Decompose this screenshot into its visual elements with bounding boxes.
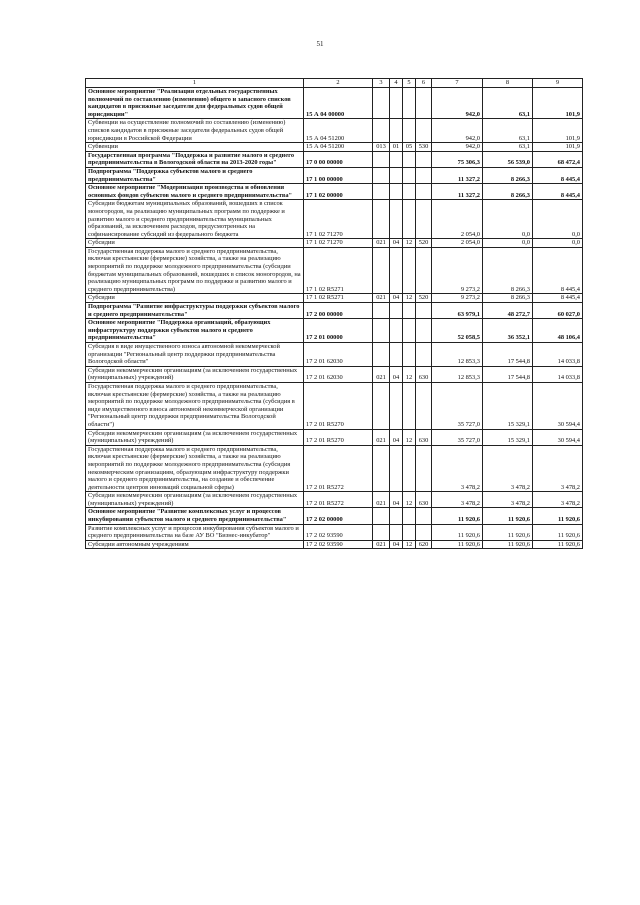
row-ministry-code-cell: 021 — [373, 239, 390, 248]
column-header: 1 — [86, 79, 304, 88]
row-ministry-code-cell — [373, 119, 390, 143]
row-value-cell: 11 920,6 — [432, 524, 483, 540]
row-code-cell: 17 2 01 R5272 — [304, 492, 373, 508]
row-section-cell — [390, 343, 403, 367]
row-value-cell: 8 445,4 — [533, 247, 583, 294]
row-value-cell: 11 920,6 — [533, 540, 583, 549]
row-name-cell: Подпрограмма "Поддержка субъектов малого и среднего предпринимательства" — [86, 167, 304, 183]
row-code-cell: 17 2 02 00000 — [304, 508, 373, 524]
row-section-cell — [390, 303, 403, 319]
row-section-cell: 04 — [390, 540, 403, 549]
row-value-cell: 48 272,7 — [483, 303, 533, 319]
row-section-cell — [390, 508, 403, 524]
row-value-cell: 63,1 — [483, 119, 533, 143]
row-section-cell — [390, 200, 403, 239]
table-row — [86, 200, 583, 239]
row-ministry-code-cell — [373, 247, 390, 294]
row-value-cell: 942,0 — [432, 88, 483, 119]
row-value-cell: 52 058,5 — [432, 319, 483, 343]
row-ministry-code-cell — [373, 303, 390, 319]
row-ministry-code-cell: 021 — [373, 429, 390, 445]
table-row — [86, 119, 583, 143]
table-row — [86, 319, 583, 343]
row-subsection-cell: 12 — [403, 294, 416, 303]
row-code-cell: 17 2 01 62030 — [304, 343, 373, 367]
row-value-cell: 17 544,8 — [483, 343, 533, 367]
row-ministry-code-cell — [373, 151, 390, 167]
row-value-cell: 56 539,0 — [483, 151, 533, 167]
row-expense-type-cell — [416, 382, 432, 429]
row-name-cell: Субсидии — [86, 239, 304, 248]
row-value-cell: 14 033,8 — [533, 343, 583, 367]
row-code-cell: 17 1 02 71270 — [304, 200, 373, 239]
row-value-cell: 15 329,1 — [483, 429, 533, 445]
row-value-cell: 3 478,2 — [432, 445, 483, 492]
row-code-cell: 17 2 00 00000 — [304, 303, 373, 319]
row-section-cell — [390, 151, 403, 167]
row-value-cell: 0,0 — [483, 239, 533, 248]
row-value-cell: 11 920,6 — [432, 508, 483, 524]
row-value-cell: 11 920,6 — [483, 508, 533, 524]
row-name-cell: Основное мероприятие "Реализация отдельных государственных полномочий по составлению (изменению) общего и запасного списков кандидатов в присяжные заседатели для федеральных судов общей юрисдикции" — [86, 88, 304, 119]
row-value-cell: 3 478,2 — [533, 445, 583, 492]
row-expense-type-cell — [416, 319, 432, 343]
row-expense-type-cell — [416, 151, 432, 167]
row-subsection-cell — [403, 151, 416, 167]
row-value-cell: 15 329,1 — [483, 382, 533, 429]
row-code-cell: 17 2 02 93590 — [304, 524, 373, 540]
row-code-cell: 17 1 02 71270 — [304, 239, 373, 248]
row-expense-type-cell: 630 — [416, 366, 432, 382]
row-code-cell: 17 1 00 00000 — [304, 167, 373, 183]
column-header: 3 — [373, 79, 390, 88]
row-expense-type-cell — [416, 167, 432, 183]
row-value-cell: 101,9 — [533, 143, 583, 152]
row-ministry-code-cell — [373, 319, 390, 343]
row-value-cell: 0,0 — [533, 200, 583, 239]
column-header: 7 — [432, 79, 483, 88]
row-expense-type-cell — [416, 184, 432, 200]
row-subsection-cell — [403, 343, 416, 367]
row-subsection-cell: 12 — [403, 492, 416, 508]
row-value-cell: 11 920,6 — [483, 540, 533, 549]
row-subsection-cell — [403, 167, 416, 183]
row-ministry-code-cell — [373, 200, 390, 239]
row-name-cell: Субсидии автономным учреждениям — [86, 540, 304, 549]
row-subsection-cell: 12 — [403, 239, 416, 248]
row-expense-type-cell — [416, 200, 432, 239]
row-value-cell: 8 266,3 — [483, 294, 533, 303]
row-code-cell: 17 2 01 R5270 — [304, 382, 373, 429]
row-ministry-code-cell: 021 — [373, 366, 390, 382]
row-value-cell: 30 594,4 — [533, 382, 583, 429]
row-value-cell: 3 478,2 — [483, 492, 533, 508]
column-header: 9 — [533, 79, 583, 88]
row-subsection-cell — [403, 508, 416, 524]
row-value-cell: 8 445,4 — [533, 167, 583, 183]
row-expense-type-cell: 630 — [416, 429, 432, 445]
row-expense-type-cell — [416, 119, 432, 143]
row-value-cell: 11 920,6 — [533, 508, 583, 524]
table-row — [86, 366, 583, 382]
row-ministry-code-cell — [373, 184, 390, 200]
row-value-cell: 35 727,0 — [432, 382, 483, 429]
row-ministry-code-cell — [373, 508, 390, 524]
row-ministry-code-cell: 021 — [373, 492, 390, 508]
row-value-cell: 35 727,0 — [432, 429, 483, 445]
table-row — [86, 167, 583, 183]
row-value-cell: 12 853,3 — [432, 366, 483, 382]
row-value-cell: 2 054,0 — [432, 200, 483, 239]
row-section-cell: 04 — [390, 294, 403, 303]
row-name-cell: Государственная поддержка малого и среднего предпринимательства, включая крестьянские (фермерские) хозяйства, а также на реализацию мероприятий по поддержке молодежного предпринимательства (субсидия некоммерческим организациям, образующим инфраструктуру поддержки малого и среднего предпринимательства, на создание и обеспечение деятельности центров инноваций социальной сферы) — [86, 445, 304, 492]
row-value-cell: 101,9 — [533, 88, 583, 119]
table-row — [86, 382, 583, 429]
table-row — [86, 445, 583, 492]
row-section-cell — [390, 319, 403, 343]
row-code-cell: 17 1 02 00000 — [304, 184, 373, 200]
row-subsection-cell — [403, 200, 416, 239]
row-value-cell: 11 327,2 — [432, 184, 483, 200]
row-subsection-cell — [403, 184, 416, 200]
row-subsection-cell — [403, 524, 416, 540]
row-section-cell: 04 — [390, 366, 403, 382]
row-code-cell: 15 А 04 00000 — [304, 88, 373, 119]
row-name-cell: Субсидии некоммерческим организациям (за исключением государственных (муниципальных) учреждений) — [86, 492, 304, 508]
row-ministry-code-cell — [373, 445, 390, 492]
row-value-cell: 942,0 — [432, 143, 483, 152]
table-row — [86, 492, 583, 508]
row-value-cell: 0,0 — [533, 239, 583, 248]
row-name-cell: Субвенции — [86, 143, 304, 152]
row-ministry-code-cell — [373, 524, 390, 540]
row-value-cell: 11 920,6 — [533, 524, 583, 540]
row-value-cell: 8 266,3 — [483, 184, 533, 200]
row-value-cell: 9 273,2 — [432, 294, 483, 303]
row-ministry-code-cell: 013 — [373, 143, 390, 152]
row-section-cell: 04 — [390, 239, 403, 248]
row-subsection-cell: 12 — [403, 366, 416, 382]
table-row — [86, 540, 583, 549]
row-name-cell: Подпрограмма "Развитие инфраструктуры поддержки субъектов малого и среднего предпринимательства" — [86, 303, 304, 319]
column-header: 5 — [403, 79, 416, 88]
row-value-cell: 14 033,8 — [533, 366, 583, 382]
row-subsection-cell — [403, 445, 416, 492]
row-expense-type-cell: 620 — [416, 540, 432, 549]
page-number: 51 — [316, 40, 324, 48]
row-section-cell: 01 — [390, 143, 403, 152]
table-row — [86, 294, 583, 303]
row-name-cell: Субсидии — [86, 294, 304, 303]
row-value-cell: 8 266,3 — [483, 167, 533, 183]
row-code-cell: 17 1 02 R5271 — [304, 294, 373, 303]
row-ministry-code-cell — [373, 88, 390, 119]
row-value-cell: 48 106,4 — [533, 319, 583, 343]
row-name-cell: Основное мероприятие "Поддержка организаций, образующих инфраструктуру поддержки субъектов малого и среднего предпринимательства" — [86, 319, 304, 343]
row-code-cell: 17 2 01 R5270 — [304, 429, 373, 445]
row-section-cell — [390, 184, 403, 200]
row-ministry-code-cell: 021 — [373, 294, 390, 303]
table-row — [86, 429, 583, 445]
row-expense-type-cell — [416, 524, 432, 540]
row-name-cell: Государственная поддержка малого и среднего предпринимательства, включая крестьянские (фермерские) хозяйства, а также на реализацию мероприятий по поддержке молодежного предпринимательства (субсидия в виде имущественного взноса автономной некоммерческой организации "Региональный центр поддержки предпринимательства Вологодской области") — [86, 382, 304, 429]
row-value-cell: 3 478,2 — [483, 445, 533, 492]
row-ministry-code-cell: 021 — [373, 540, 390, 549]
column-header: 6 — [416, 79, 432, 88]
row-section-cell — [390, 382, 403, 429]
row-subsection-cell — [403, 119, 416, 143]
row-expense-type-cell: 530 — [416, 143, 432, 152]
column-header: 4 — [390, 79, 403, 88]
row-section-cell — [390, 247, 403, 294]
row-ministry-code-cell — [373, 343, 390, 367]
row-value-cell: 63 979,1 — [432, 303, 483, 319]
row-name-cell: Субсидия в виде имущественного взноса автономной некоммерческой организации "Региональный центр поддержки предпринимательства Вологодской области" — [86, 343, 304, 367]
row-section-cell: 04 — [390, 429, 403, 445]
row-section-cell — [390, 524, 403, 540]
table-row — [86, 508, 583, 524]
row-name-cell: Основное мероприятие "Модернизация производства и обновления основных фондов субъектов малого и среднего предпринимательства" — [86, 184, 304, 200]
row-code-cell: 17 0 00 00000 — [304, 151, 373, 167]
row-value-cell: 36 352,1 — [483, 319, 533, 343]
row-value-cell: 3 478,2 — [533, 492, 583, 508]
table-row — [86, 143, 583, 152]
row-value-cell: 8 266,3 — [483, 247, 533, 294]
row-section-cell — [390, 167, 403, 183]
row-expense-type-cell — [416, 508, 432, 524]
row-name-cell: Государственная поддержка малого и среднего предпринимательства, включая крестьянские (фермерские) хозяйства, а также на реализацию мероприятий по поддержке молодежного предпринимательства (субсидии бюджетам муниципальных образований, вошедших в список моногородов, на реализацию муниципальных программ по поддержке и развитию малого и среднего предпринимательства) — [86, 247, 304, 294]
row-value-cell: 3 478,2 — [432, 492, 483, 508]
row-subsection-cell — [403, 382, 416, 429]
row-expense-type-cell — [416, 247, 432, 294]
row-section-cell — [390, 88, 403, 119]
row-expense-type-cell: 520 — [416, 294, 432, 303]
row-value-cell: 9 273,2 — [432, 247, 483, 294]
row-value-cell: 11 920,6 — [483, 524, 533, 540]
column-header: 8 — [483, 79, 533, 88]
table-row — [86, 524, 583, 540]
column-header: 2 — [304, 79, 373, 88]
row-value-cell: 2 054,0 — [432, 239, 483, 248]
row-value-cell: 8 445,4 — [533, 184, 583, 200]
row-subsection-cell — [403, 319, 416, 343]
row-name-cell: Основное мероприятие "Развитие комплексных услуг и процессов инкубирования субъектов малого и среднего предпринимательства" — [86, 508, 304, 524]
table-row — [86, 247, 583, 294]
row-subsection-cell: 12 — [403, 540, 416, 549]
budget-table — [85, 78, 583, 549]
row-code-cell: 15 А 04 51200 — [304, 119, 373, 143]
row-value-cell: 30 594,4 — [533, 429, 583, 445]
row-section-cell — [390, 119, 403, 143]
row-expense-type-cell — [416, 445, 432, 492]
row-value-cell: 75 306,3 — [432, 151, 483, 167]
row-code-cell: 17 1 02 R5271 — [304, 247, 373, 294]
row-expense-type-cell: 520 — [416, 239, 432, 248]
row-value-cell: 11 920,6 — [432, 540, 483, 549]
row-value-cell: 8 445,4 — [533, 294, 583, 303]
row-subsection-cell: 12 — [403, 429, 416, 445]
row-subsection-cell — [403, 303, 416, 319]
row-subsection-cell: 05 — [403, 143, 416, 152]
row-expense-type-cell — [416, 88, 432, 119]
table-row — [86, 303, 583, 319]
row-name-cell: Субсидии некоммерческим организациям (за исключением государственных (муниципальных) учреждений) — [86, 366, 304, 382]
table-body — [86, 88, 583, 549]
row-code-cell: 17 2 01 R5272 — [304, 445, 373, 492]
table-row — [86, 88, 583, 119]
row-value-cell: 12 853,3 — [432, 343, 483, 367]
row-name-cell: Государственная программа "Поддержка и развитие малого и среднего предпринимательства в Вологодской области на 2013-2020 годы" — [86, 151, 304, 167]
row-expense-type-cell — [416, 343, 432, 367]
row-value-cell: 63,1 — [483, 143, 533, 152]
row-subsection-cell — [403, 88, 416, 119]
row-value-cell: 942,0 — [432, 119, 483, 143]
table-row — [86, 343, 583, 367]
row-code-cell: 17 2 01 62030 — [304, 366, 373, 382]
row-name-cell: Субсидии бюджетам муниципальных образований, вошедших в список моногородов, на реализацию муниципальных программ по поддержке и развитию малого и среднего предпринимательства муниципальных образований, за исключением расходов, предусмотренных на софинансирование субсидий из федерального бюджета — [86, 200, 304, 239]
row-value-cell: 68 472,4 — [533, 151, 583, 167]
table-row — [86, 239, 583, 248]
row-expense-type-cell — [416, 303, 432, 319]
table-row — [86, 184, 583, 200]
row-code-cell: 15 А 04 51200 — [304, 143, 373, 152]
row-ministry-code-cell — [373, 382, 390, 429]
table-row — [86, 151, 583, 167]
row-section-cell: 04 — [390, 492, 403, 508]
row-value-cell: 11 327,2 — [432, 167, 483, 183]
row-value-cell: 17 544,8 — [483, 366, 533, 382]
row-value-cell: 0,0 — [483, 200, 533, 239]
row-ministry-code-cell — [373, 167, 390, 183]
row-code-cell: 17 2 01 00000 — [304, 319, 373, 343]
row-value-cell: 60 027,0 — [533, 303, 583, 319]
row-value-cell: 101,9 — [533, 119, 583, 143]
row-code-cell: 17 2 02 93590 — [304, 540, 373, 549]
row-subsection-cell — [403, 247, 416, 294]
row-name-cell: Субсидии некоммерческим организациям (за исключением государственных (муниципальных) учреждений) — [86, 429, 304, 445]
row-name-cell: Субвенции на осуществление полномочий по составлению (изменению) списков кандидатов в присяжные заседатели федеральных судов общей юрисдикции в Российской Федерации — [86, 119, 304, 143]
table-header-row — [86, 79, 583, 88]
row-expense-type-cell: 630 — [416, 492, 432, 508]
row-section-cell — [390, 445, 403, 492]
row-name-cell: Развитие комплексных услуг и процессов инкубирования субъектов малого и среднего предпринимательства на базе АУ ВО "Бизнес-инкубатор" — [86, 524, 304, 540]
row-value-cell: 63,1 — [483, 88, 533, 119]
